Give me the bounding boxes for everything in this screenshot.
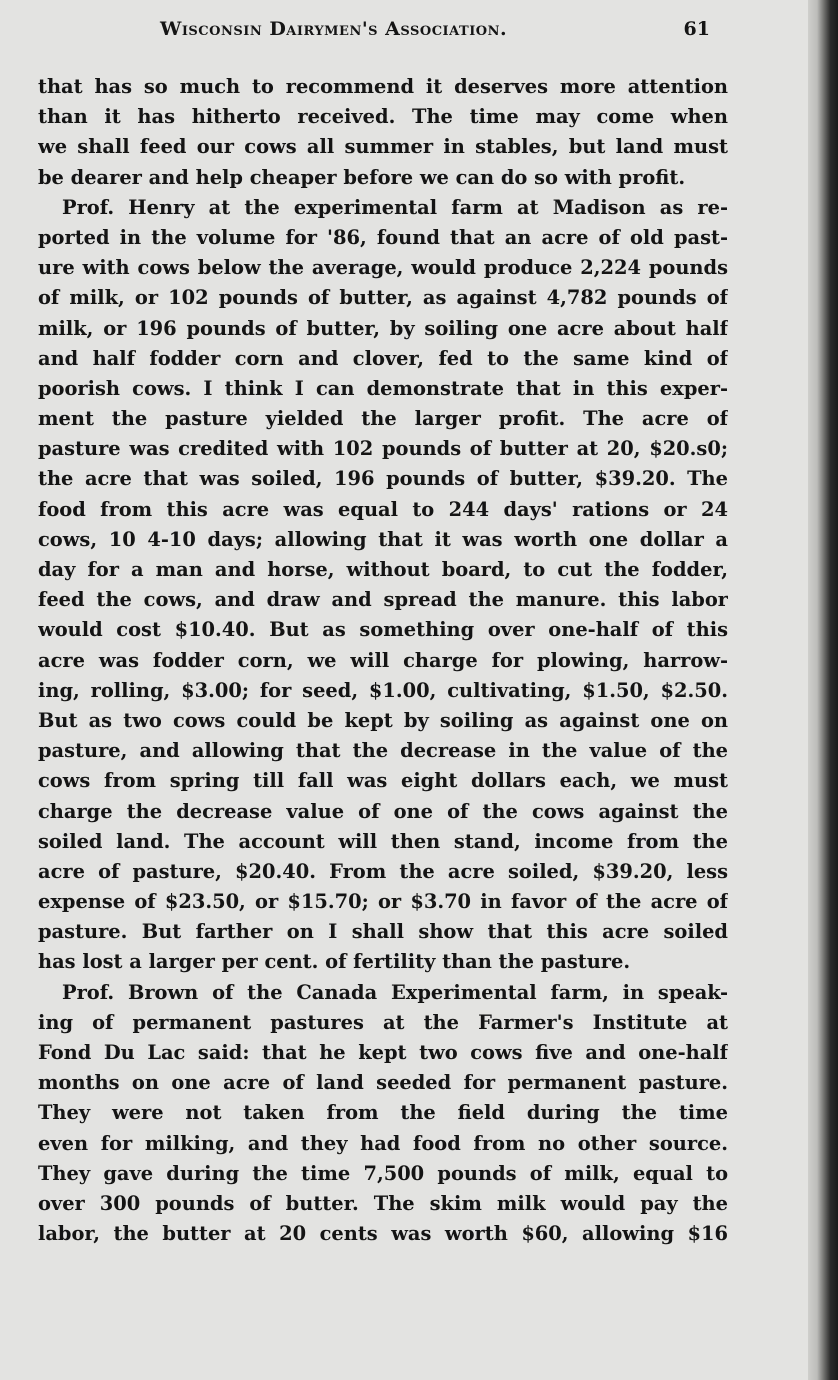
text-line: cows, 10 4-10 days; allowing that it was worth one dollar a [38, 527, 728, 551]
text-line: pasture. But farther on I shall show that this acre soiled [38, 920, 728, 944]
body-text [38, 72, 728, 1249]
text-line: charge the decrease value of one of the cows against the [38, 799, 728, 823]
text-line: poorish cows. I think I can demonstrate that in this exper- [38, 376, 728, 400]
text-line: Prof. Brown of the Canada Experimental farm, in speak- [62, 980, 728, 1004]
text-line: They gave during the time 7,500 pounds of milk, equal to [38, 1161, 728, 1185]
text-line: the acre that was soiled, 196 pounds of butter, $39.20. The [38, 467, 728, 491]
text-line: ment the pasture yielded the larger profit. The acre of [38, 407, 728, 431]
page-edge-shadow [808, 0, 838, 1380]
text-line: months on one acre of land seeded for permanent pasture. [38, 1071, 728, 1095]
text-line: day for a man and horse, without board, to cut the fodder, [38, 558, 728, 581]
text-line: They were not taken from the field during the time [38, 1101, 728, 1125]
text-line: Prof. Henry at the experimental farm at Madison as re- [62, 195, 728, 219]
text-line: feed the cows, and draw and spread the manure. this labor [38, 588, 728, 612]
text-line: acre was fodder corn, we will charge for plowing, harrow- [38, 648, 728, 672]
text-line: ported in the volume for '86, found that an acre of old past- [38, 225, 728, 249]
text-line: pasture was credited with 102 pounds of butter at 20, $20.s0; [38, 437, 728, 461]
text-line: ing, rolling, $3.00; for seed, $1.00, cultivating, $1.50, $2.50. [38, 678, 728, 702]
text-line: even for milking, and they had food from no other source. [38, 1131, 728, 1155]
text-line: acre of pasture, $20.40. From the acre soiled, $39.20, less [38, 859, 728, 883]
text-line: than it has hitherto received. The time may come when [38, 105, 728, 129]
text-line: of milk, or 102 pounds of butter, as against 4,782 pounds of [38, 286, 728, 310]
text-line: But as two cows could be kept by soiling as against one on [38, 708, 728, 732]
text-line: expense of $23.50, or $15.70; or $3.70 in favor of the acre of [38, 890, 728, 914]
text-line: and half fodder corn and clover, fed to the same kind of [38, 346, 728, 370]
text-line: ing of permanent pastures at the Farmer's Institute at [38, 1010, 728, 1034]
text-line: has lost a larger per cent. of fertility than the pasture. [38, 950, 631, 974]
text-line: cows from spring till fall was eight dollars each, we must [38, 769, 728, 793]
page-number: 61 [683, 18, 710, 40]
text-line: over 300 pounds of butter. The skim milk would pay the [38, 1191, 728, 1215]
text-line: that has so much to recommend it deserves more attention [38, 75, 728, 98]
text-line: food from this acre was equal to 244 days' rations or 24 [38, 497, 728, 521]
running-head: Wisconsin Dairymen's Association. [160, 18, 508, 40]
text-line: would cost $10.40. But as something over one-half of this [38, 618, 728, 642]
text-line: labor, the butter at 20 cents was worth $60, allowing $16 [38, 1222, 728, 1246]
text-line: Fond Du Lac said: that he kept two cows five and one-half [38, 1041, 728, 1064]
text-line: ure with cows below the average, would produce 2,224 pounds [38, 256, 728, 280]
page-header [38, 18, 710, 46]
text-line: we shall feed our cows all summer in stables, but land must [38, 135, 728, 159]
text-line: pasture, and allowing that the decrease in the value of the [38, 739, 728, 763]
text-line: soiled land. The account will then stand, income from the [38, 829, 728, 853]
text-line: be dearer and help cheaper before we can do so with profit. [38, 165, 686, 189]
text-line: milk, or 196 pounds of butter, by soiling one acre about half [38, 316, 728, 340]
